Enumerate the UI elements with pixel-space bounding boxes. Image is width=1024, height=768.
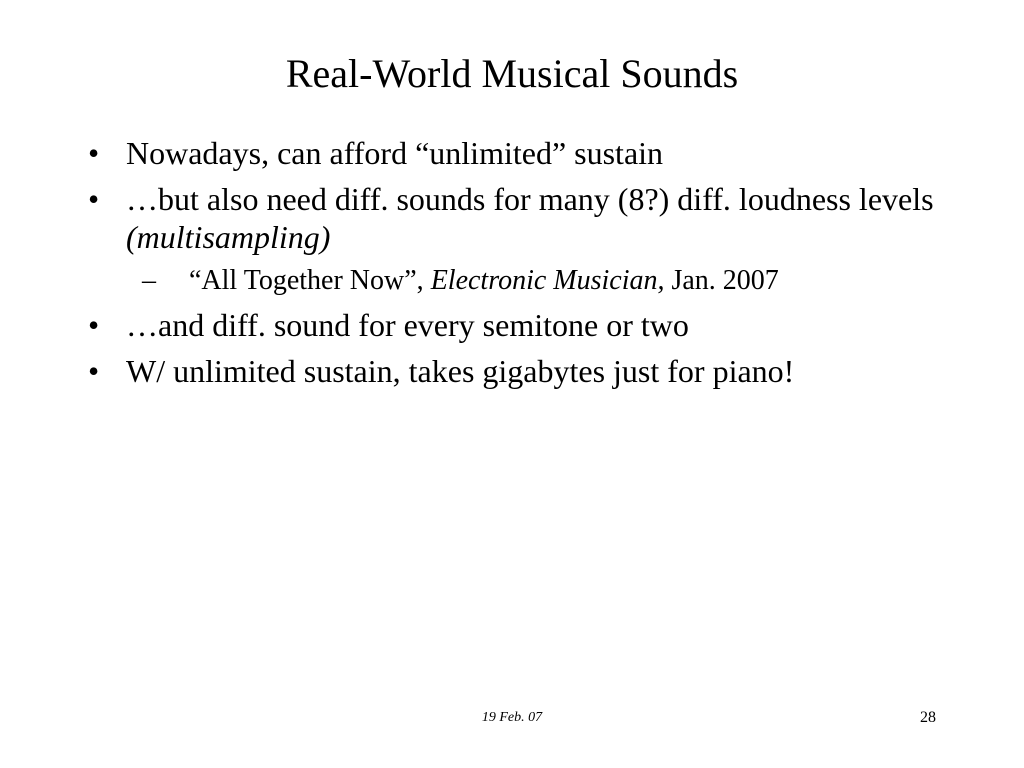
bullet-text: …but also need diff. sounds for many (8?) diff. loudness levels <box>126 181 934 217</box>
bullet-text: W/ unlimited sustain, takes gigabytes just for piano! <box>126 353 795 389</box>
bullet-text: Nowadays, can afford “unlimited” sustain <box>126 135 664 171</box>
sub-bullet-suffix: Jan. 2007 <box>664 265 779 296</box>
bullet-text: …and diff. sound for every semitone or two <box>126 307 689 343</box>
bullet-emphasis: (multisampling) <box>126 219 331 255</box>
slide-number: 28 <box>920 709 936 726</box>
slide-title: Real-World Musical Sounds <box>285 51 739 96</box>
sub-bullet-emphasis: Electronic Musician, <box>430 265 665 296</box>
bullet-item <box>86 306 946 344</box>
bullet-marker: • <box>88 135 100 171</box>
bullet-marker: • <box>88 353 100 389</box>
bullet-marker: • <box>88 307 100 343</box>
bullet-item <box>86 180 946 256</box>
sub-bullet-prefix: “All Together Now”, <box>189 265 431 296</box>
bullet-marker: • <box>88 181 100 217</box>
footer-date: 19 Feb. 07 <box>481 710 543 725</box>
bullet-item <box>86 352 946 390</box>
bullet-item <box>86 134 946 172</box>
sub-bullet-marker: – <box>142 265 156 296</box>
sub-bullet-item <box>86 264 946 298</box>
slide-body <box>86 134 946 398</box>
